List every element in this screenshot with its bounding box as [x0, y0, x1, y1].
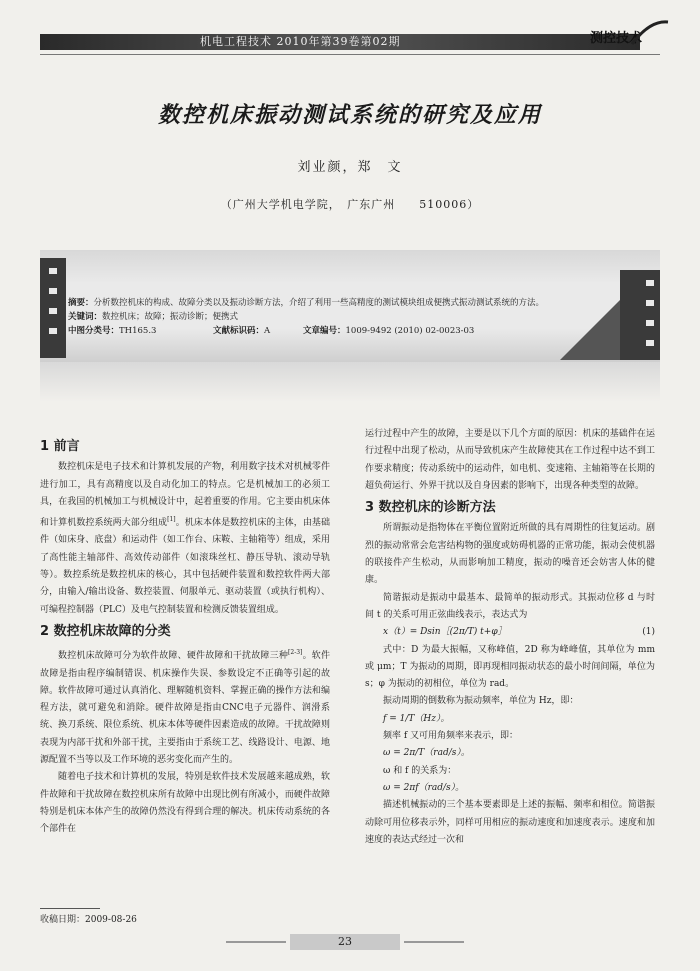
section-label: 测控技术 [590, 31, 643, 46]
equation: ω = 2π/T（rad/s）。 [383, 748, 470, 759]
film-strip-right [620, 270, 660, 360]
paragraph: 描述机械振动的三个基本要素即是上述的振幅、频率和相位。简谐振动除可用位移表示外，同样可用相应的振动速度和加速度表示。速度和加速度的表达式经过一次和 [365, 800, 655, 845]
abstract-line: 摘要：分析数控机床的构成、故障分类以及振动诊断方法，介绍了利用一些高精度的测试模块组成便携式振动测试系统的方法。 [68, 298, 545, 308]
header-rule [40, 54, 660, 55]
equation: f = 1/T（Hz）。 [383, 713, 450, 724]
heading-introduction: 1 前言 [40, 439, 80, 454]
equation: ω = 2πf（rad/s）。 [383, 782, 465, 793]
paragraph: 随着电子技术和计算机的发展，特别是软件技术发展越来越成熟，软件故障和干扰故障在数控机床所有故障中出现比例有所减小，而硬件故障特别是机床本体产生的故障仍然没有得到合理的解决。机床传动系统的各个部件在 [40, 772, 330, 835]
paper-title: 数控机床振动测试系统的研究及应用 [157, 102, 542, 128]
paragraph: 数控机床是电子技术和计算机发展的产物，利用数字技术对机械零件进行加工，具有高精度以及自动化加工的特点。它是机械加工的必须工具，在我国的机械加工与机械设计中，起着重要的作用。它主要由机床体和计算机数控系统两大部分组成[1]。机床本体是数控机床的主体，由基础件（如床身、底盘）和运动件（如工作台、床鞍、主轴箱等）组成，采用了高性能主轴部件、高效传动部件（如滚珠丝杠、静压导轨、滚动导轨等）。数控系统是数控机床的核心，其中包括硬件装置和数控软件两大部分，由输入/输出设备、数控装置、伺服单元、驱动装置（或执行机构）、可编程控制器（PLC）及电气控制装置和检测反馈装置组成。 [40, 462, 330, 615]
paragraph: 简谐振动是振动中最基本、最简单的振动形式。其振动位移 d 与时间 t 的关系可用正弦曲线表示，表达式为 [365, 592, 655, 620]
paragraph: 运行过程中产生的故障，主要是以下几个方面的原因：机床的基础件在运行过程中出现了松动，从而导致机床产生故障使其在工作过程中达不到工作要求精度；传动系统中的运动件，如电机、变速箱、主轴箱等在长期的超负荷运行、外界干扰以及自身因素的影响下，出现各种类型的故障。 [365, 429, 655, 491]
paper-affiliation: （广州大学机电学院， 广东广州 510006） [220, 198, 480, 211]
band-shadow [40, 362, 660, 402]
received-date: 收稿日期：2009-08-26 [40, 915, 137, 925]
keywords-line: 关键词：数控机床；故障；振动诊断；便携式 [68, 312, 239, 322]
footnote-rule [40, 908, 100, 909]
classification-line: 中图分类号：TH165.3 文献标识码：A 文章编号：1009-9492 (2010) 02-0023-03 [68, 326, 475, 336]
paragraph: 式中：D 为最大振幅，又称峰值，2D 称为峰峰值，其单位为 mm 或 μm；T 为振动的周期，即再现相同振动状态的最小时间间隔，单位为 s；φ 为振动的初相位，单位为 rad。 [365, 644, 655, 690]
heading-diagnosis-method: 3 数控机床的诊断方法 [365, 500, 496, 516]
paragraph: 频率 f 又可用角频率来表示，即： [383, 731, 519, 742]
left-column [40, 434, 330, 839]
journal-header: 机电工程技术 2010年第39卷第02期 [200, 35, 401, 48]
right-column [365, 426, 655, 849]
equation-1: x（t）= Dsin［(2π/T) t+φ］ (1) [383, 627, 655, 638]
paragraph: 数控机床故障可分为软件故障、硬件故障和干扰故障三种[2-3]。软件故障是指由程序编制错误、机床操作失误、参数设定不正确等引起的故障。软件故障可通过认真消化、理解随机资料、掌握正确的操作方法和编程方法，就可避免和消除。硬件故障是指由CNC电子元器件、润滑系统、换刀系统、限位系统、机床本体等硬件因素造成的故障。干扰故障则表现为内部干扰和外部干扰，主要指由于系统工艺、线路设计、电源、地源配置不当等以及工作环境的恶劣变化而产生的。 [40, 649, 330, 766]
paragraph: ω 和 f 的关系为： [383, 765, 457, 776]
abstract-block [68, 296, 618, 338]
swoosh-logo-icon [630, 18, 670, 48]
film-strip-left [40, 258, 66, 358]
page-number: 23 [290, 934, 400, 950]
paper-authors: 刘业颜，郑 文 [297, 160, 403, 175]
paragraph: 所谓振动是指物体在平衡位置附近所做的具有周期性的往复运动。剧烈的振动常常会危害结构物的强度或妨碍机器的正常功能，振动会使机器的联接件产生松动，从而影响加工精度，振动的噪音还会妨害人体的健康。 [365, 523, 655, 586]
paragraph: 振动周期的倒数称为振动频率，单位为 Hz，即： [383, 696, 579, 707]
heading-fault-classification: 2 数控机床故障的分类 [40, 623, 171, 639]
